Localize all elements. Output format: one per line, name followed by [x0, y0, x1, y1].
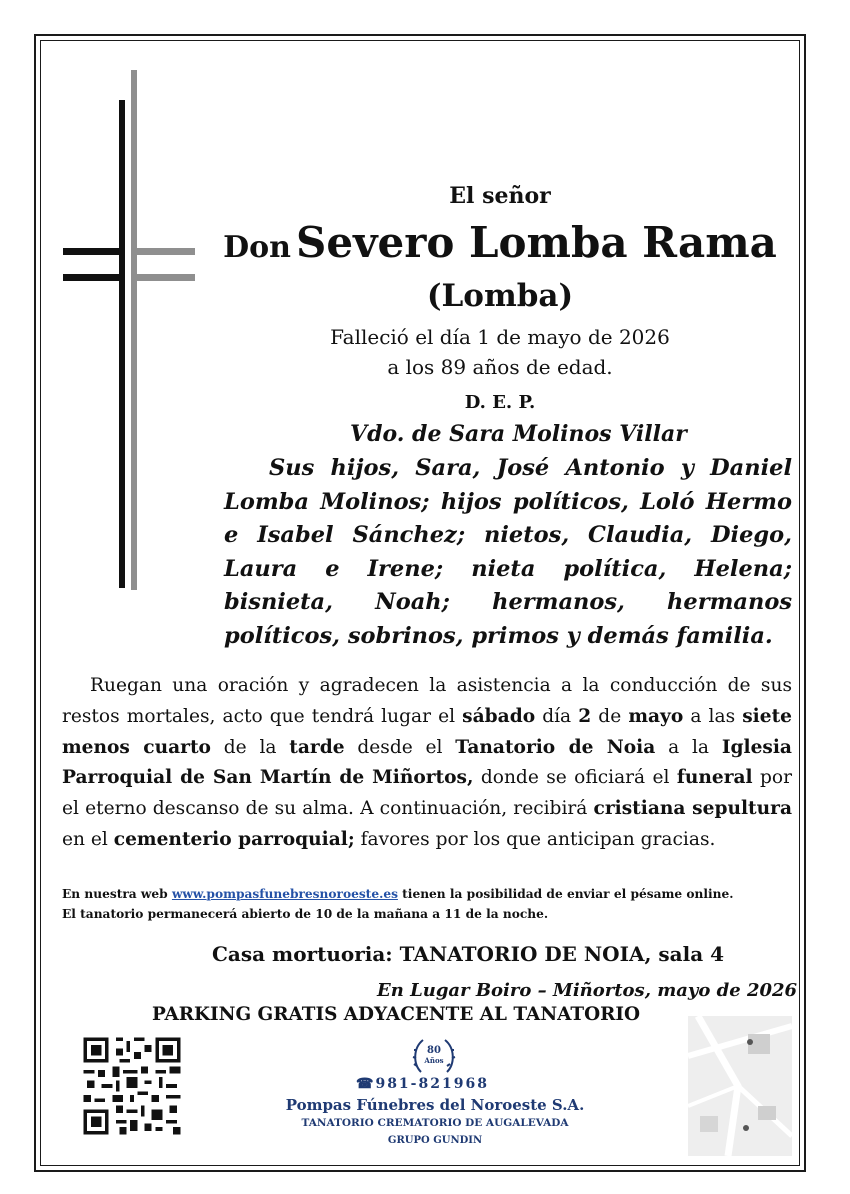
phone-number-line	[356, 1076, 489, 1092]
title-senor: El señor	[449, 183, 551, 209]
web-note-suffix: tienen la posibilidad de enviar el pésame online.	[397, 887, 734, 901]
widow-line: Vdo. de Sara Molinos Villar	[350, 421, 687, 447]
logo-number: 80	[427, 1045, 441, 1056]
deceased-name: Severo Lomba Rama	[296, 218, 777, 267]
deceased-alias: (Lomba)	[426, 278, 574, 314]
announcement-text: por el eterno descanso de su alma. A continuación, recibirá	[62, 767, 792, 820]
honorific: Don	[223, 230, 291, 265]
logo-word: Años	[424, 1056, 444, 1065]
telephone-icon: ☎	[356, 1076, 376, 1092]
announcement-bold: cementerio parroquial;	[113, 828, 355, 850]
announcement-text: favores por los que anticipan gracias.	[354, 828, 716, 850]
announcement-bold: Iglesia Parroquial de San Martín de Miñortos,	[62, 736, 792, 789]
phone-number: 981-821968	[375, 1076, 489, 1092]
announcement-text: a las	[683, 705, 743, 727]
announcement-text: de	[591, 705, 629, 727]
announcement-bold: siete menos cuarto	[62, 705, 792, 758]
announcement-bold: cristiana sepultura	[593, 798, 792, 820]
website-link[interactable]: www.pompasfunebresnoroeste.es	[171, 887, 398, 901]
announcement-bold: sábado	[462, 705, 536, 727]
announcement-text: de la	[210, 736, 290, 758]
announcement-bold: funeral	[676, 767, 753, 789]
age-line: a los 89 años de edad.	[387, 355, 613, 379]
death-date: Falleció el día 1 de mayo de 2026	[330, 325, 670, 349]
anniversary-logo-icon	[411, 1036, 457, 1076]
parking-line: PARKING GRATIS ADYACENTE AL TANATORIO	[152, 1004, 641, 1025]
web-note	[62, 887, 734, 901]
announcement-paragraph	[62, 671, 792, 856]
rip-line: D. E. P.	[464, 392, 536, 413]
qr-code-icon[interactable]	[80, 1034, 184, 1138]
announcement-bold: Tanatorio de Noia	[455, 736, 656, 758]
location-map-icon[interactable]	[688, 1016, 792, 1156]
funeral-home-line: Casa mortuoria: TANATORIO DE NOIA, sala 4	[212, 942, 725, 966]
deceased-name-line	[200, 218, 800, 267]
announcement-bold: 2	[578, 705, 592, 727]
announcement-text: en el	[62, 828, 114, 850]
announcement-text: día	[535, 705, 579, 727]
company-subtitle: TANATORIO CREMATORIO DE AUGALEVADA	[301, 1117, 569, 1129]
family-list: Sus hijos, Sara, José Antonio y Daniel Lomba Molinos; hijos políticos, Loló Hermo e Isabel Sánchez; nietos, Claudia, Diego, Laura e Irene; nieta política, Helena; bisnieta, Noah; hermanos, hermanos políticos, sobrinos, primos y demás familia.	[224, 455, 792, 649]
announcement-text: a la	[655, 736, 722, 758]
company-group: GRUPO GUNDIN	[387, 1135, 483, 1146]
announcement-bold: mayo	[628, 705, 684, 727]
announcement-text: donde se oficiará el	[473, 767, 677, 789]
company-name: Pompas Fúnebres del Noroeste S.A.	[285, 1096, 585, 1114]
announcement-text: desde el	[344, 736, 456, 758]
hours-note: El tanatorio permanecerá abierto de 10 de la mañana a 11 de la noche.	[62, 907, 549, 921]
place-date-line: En Lugar Boiro – Miñortos, mayo de 2026	[377, 980, 798, 1001]
announcement-text: Ruegan una oración y agradecen la asistencia a la conducción de sus restos mortales, acto que tendrá lugar el	[62, 675, 792, 727]
web-note-prefix: En nuestra web	[62, 887, 172, 901]
announcement-bold: tarde	[289, 736, 345, 758]
